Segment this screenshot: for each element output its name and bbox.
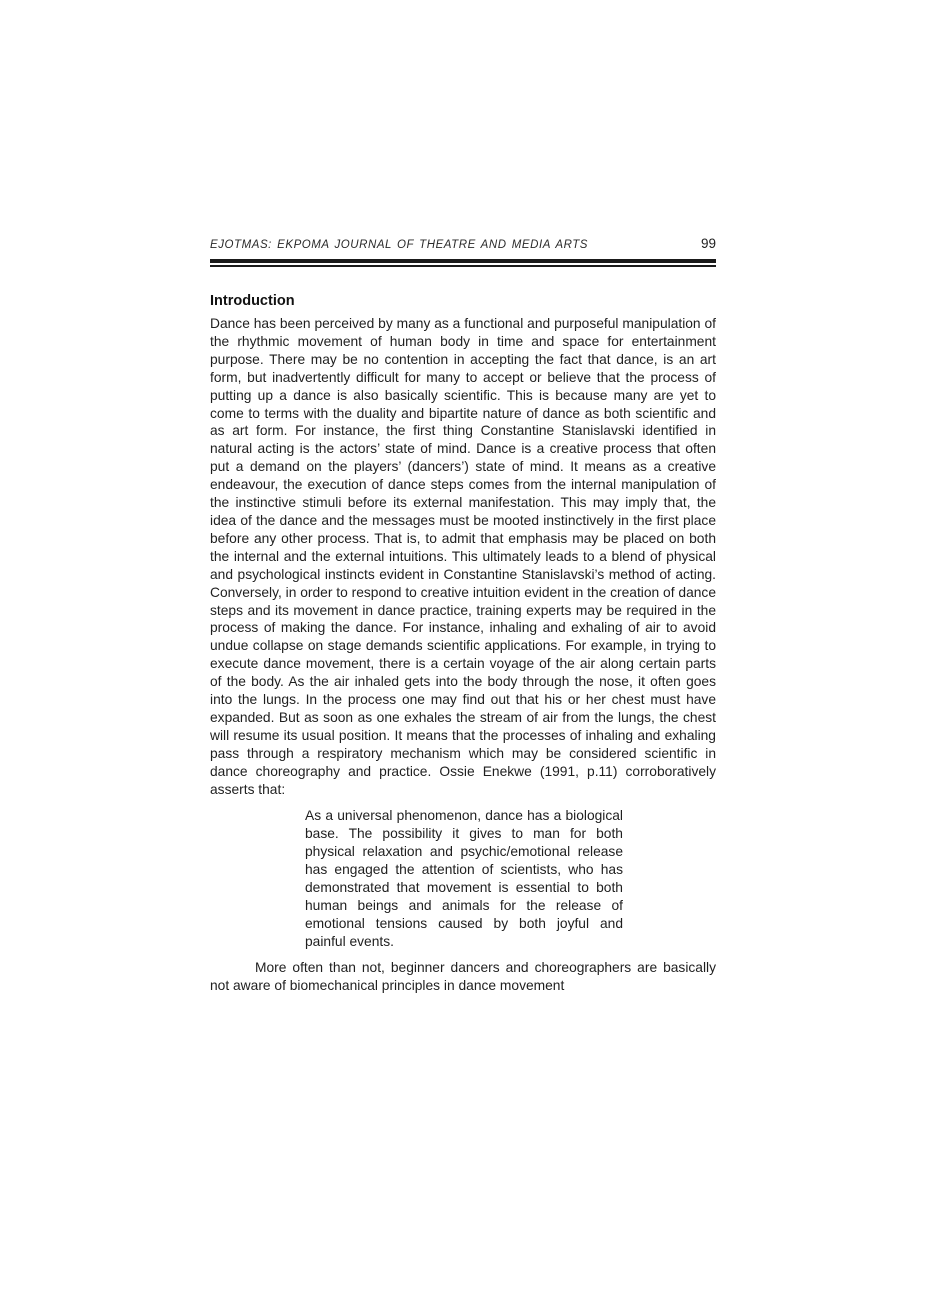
running-header: [210, 236, 716, 251]
intro-paragraph: Dance has been perceived by many as a functional and purposeful manipulation of the rhythmic movement of human body in time and space for entertainment purpose. There may be no contention in accepting the fact that dance, is an art form, but inadvertently difficult for many to accept or believe that the process of putting up a dance is also basically scientific. This is because many are yet to come to terms with the duality and bipartite nature of dance as both scientific and as art form. For instance, the first thing Constantine Stanislavski identified in natural acting is the actors’ state of mind. Dance is a creative process that often put a demand on the players’ (dancers’) state of mind. It means as a creative endeavour, the execution of dance steps comes from the internal manipulation of the instinctive stimuli before its external manifestation. This may imply that, the idea of the dance and the messages must be mooted instinctively in the first place before any other process. That is, to admit that emphasis may be placed on both the internal and the external intuitions. This ultimately leads to a blend of physical and psychological instincts evident in Constantine Stanislavski’s method of acting. Conversely, in order to respond to creative intuition evident in the creation of dance steps and its movement in dance practice, training experts may be required in the process of making the dance. For instance, inhaling and exhaling of air to avoid undue collapse on stage demands scientific applications. For example, in trying to execute dance movement, there is a certain voyage of the air along certain parts of the body. As the air inhaled gets into the body through the nose, it often goes into the lungs. In the process one may find out that his or her chest must have expanded. But as soon as one exhales the stream of air from the lungs, the chest will resume its usual position. It means that the processes of inhaling and exhaling pass through a respiratory mechanism which may be considered scientific in dance choreography and practice. Ossie Enekwe (1991, p.11) corroboratively asserts that:: [210, 316, 716, 797]
header-double-rule: [210, 259, 716, 267]
page-number: 99: [700, 236, 716, 251]
section-heading: Introduction: [210, 293, 295, 309]
block-quote: As a universal phenomenon, dance has a biological base. The possibility it gives to man for both physical relaxation and psychic/emotional release has engaged the attention of scientists, who has demonstrated that movement is essential to both human beings and animals for the release of emotional tensions caused by both joyful and painful events.: [305, 808, 623, 949]
page-content: [210, 236, 716, 995]
closing-paragraph: More often than not, beginner dancers and choreographers are basically not aware of biomechanical principles in dance movement: [210, 959, 716, 993]
journal-title: EJOTMAS: EKPOMA JOURNAL OF THEATRE AND MEDIA ARTS: [210, 239, 589, 251]
